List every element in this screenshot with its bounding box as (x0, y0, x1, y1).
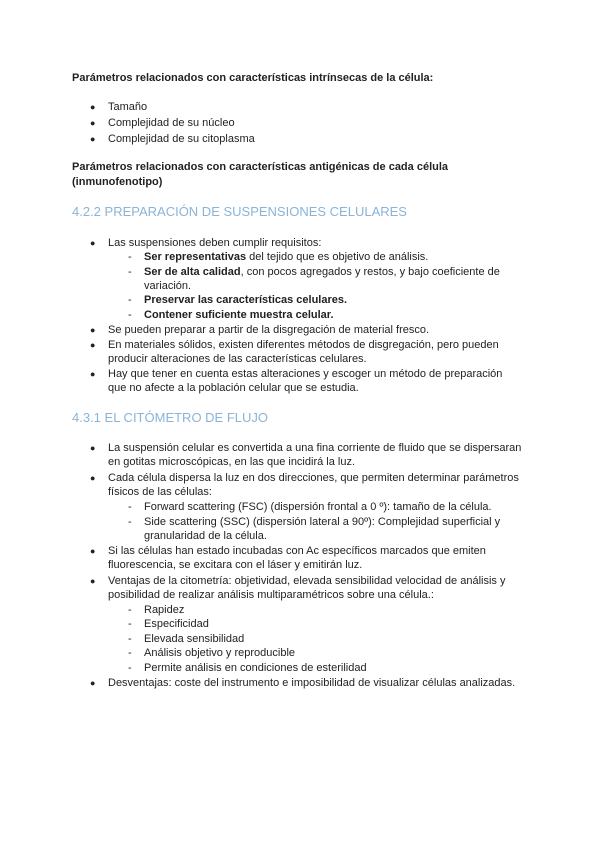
list-item: Cada célula dispersa la luz en dos direcciones, que permiten determinar parámetros (108, 472, 519, 484)
dash-icon: - (128, 516, 132, 528)
sub-list-item (144, 265, 500, 279)
list-item-cont: en gotitas microscópicas, en las que incidirá la luz. (108, 456, 356, 468)
sub-list-item: Especificidad (144, 618, 209, 630)
bullet-icon: ● (90, 102, 96, 112)
list-item: Desventajas: coste del instrumento e imposibilidad de visualizar células analizadas. (108, 677, 516, 689)
sub-list-item: Permite análisis en condiciones de esterilidad (144, 662, 367, 674)
dash-icon: - (128, 294, 132, 306)
list-item: En materiales sólidos, existen diferentes métodos de disgregación, pero pueden (108, 339, 499, 351)
bullet-icon: ● (90, 134, 96, 144)
list-item-cont: producir alteraciones de las características celulares. (108, 353, 367, 365)
sub-list-item-cont: granularidad de la célula. (144, 530, 267, 542)
sub-list-item: Contener suficiente muestra celular. (144, 309, 334, 321)
bullet-icon: ● (90, 546, 96, 556)
list-item-cont: que no afecte a la población celular que se estudia. (108, 382, 359, 394)
section-title-preparation: 4.2.2 PREPARACIÓN DE SUSPENSIONES CELULARES (72, 204, 407, 219)
bullet-icon: ● (90, 325, 96, 335)
sub-list-item (144, 250, 428, 264)
list-item-cont: posibilidad de realizar análisis multiparamétricos sobre una célula.: (108, 589, 434, 601)
sub-list-item: Forward scattering (FSC) (dispersión frontal a 0 º): tamaño de la célula. (144, 501, 492, 513)
dash-icon: - (128, 309, 132, 321)
sub-list-item: Side scattering (SSC) (dispersión lateral a 90º): Complejidad superficial y (144, 516, 501, 528)
bullet-icon: ● (90, 576, 96, 586)
section-title-cytometer: 4.3.1 EL CITÓMETRO DE FLUJO (72, 410, 269, 425)
list-item-cont: físicos de las células: (108, 486, 212, 498)
dash-icon: - (128, 501, 132, 513)
list-item: Complejidad de su núcleo (108, 117, 235, 129)
sub-list-item-cont: variación. (144, 280, 192, 292)
intrinsic-params-heading: Parámetros relacionados con características intrínsecas de la célula: (72, 72, 434, 84)
emphasis: Ser de alta calidad (144, 266, 241, 278)
bullet-icon: ● (90, 118, 96, 128)
bullet-icon: ● (90, 369, 96, 379)
bullet-icon: ● (90, 238, 96, 248)
sub-list-item: Rapidez (144, 604, 185, 616)
bullet-icon: ● (90, 340, 96, 350)
list-item: Ventajas de la citometría: objetividad, elevada sensibilidad velocidad de análisis y (108, 575, 506, 587)
list-item: Tamaño (108, 101, 148, 113)
dash-icon: - (128, 251, 132, 263)
list-item: Hay que tener en cuenta estas alteraciones y escoger un método de preparación (108, 368, 503, 380)
dash-icon: - (128, 633, 132, 645)
list-item: Complejidad de su citoplasma (108, 133, 255, 145)
emphasis: Ser representativas (144, 251, 247, 263)
dash-icon: - (128, 604, 132, 616)
list-item-cont: fluorescencia, se excitara con el láser y emitirán luz. (108, 559, 363, 571)
sub-list-item: Análisis objetivo y reproducible (144, 647, 296, 659)
antigenic-params-heading: Parámetros relacionados con características antigénicas de cada célula (72, 161, 449, 173)
dash-icon: - (128, 662, 132, 674)
list-item: Si las células han estado incubadas con Ac específicos marcados que emiten (108, 545, 486, 557)
dash-icon: - (128, 266, 132, 278)
list-item: Las suspensiones deben cumplir requisitos: (108, 237, 322, 249)
item-text: , con pocos agregados y restos, y bajo coeficiente de (240, 266, 500, 278)
antigenic-params-heading-cont: (inmunofenotipo) (72, 176, 163, 188)
sub-list-item: Elevada sensibilidad (144, 633, 245, 645)
list-item: Se pueden preparar a partir de la disgregación de material fresco. (108, 324, 430, 336)
dash-icon: - (128, 618, 132, 630)
sub-list-item: Preservar las características celulares. (144, 294, 348, 306)
item-text: del tejido que es objetivo de análisis. (246, 251, 429, 263)
list-item: La suspensión celular es convertida a una fina corriente de fluido que se dispersaran (108, 442, 522, 454)
bullet-icon: ● (90, 678, 96, 688)
bullet-icon: ● (90, 443, 96, 453)
bullet-icon: ● (90, 473, 96, 483)
dash-icon: - (128, 647, 132, 659)
